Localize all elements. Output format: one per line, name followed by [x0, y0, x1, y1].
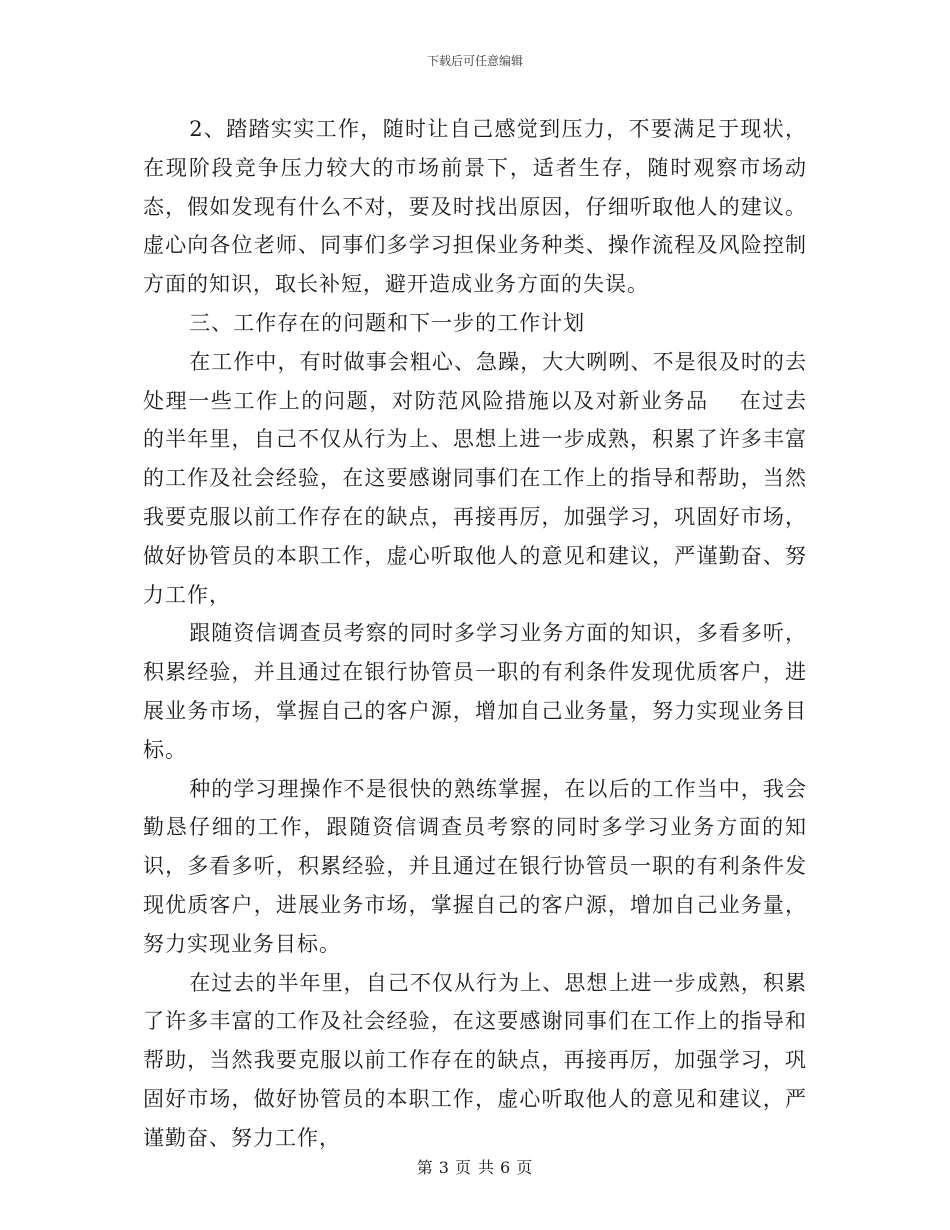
section-heading-problems-and-plan: 三、工作存在的问题和下一步的工作计划: [189, 310, 586, 335]
current-page-number: 3: [438, 1158, 450, 1177]
paragraph-work-problems: 在工作中，有时做事会粗心、急躁，大大咧咧、不是很及时的去处理一些工作上的问题，对防范风险措施以及对新业务品 在过去的半年里，自己不仅从行为上、思想上进一步成熟，积累了许多丰富的工作及社会经验，在这要感谢同事们在工作上的指导和帮助，当然我要克服以前工作存在的缺点，再接再厉，加强学习，巩固好市场，做好协管员的本职工作，虚心听取他人的意见和建议，严谨勤奋、努力工作，: [143, 349, 807, 607]
footer-middle: 页 共: [454, 1158, 496, 1177]
paragraph-past-half-year: 在过去的半年里，自己不仅从行为上、思想上进一步成熟，积累了许多丰富的工作及社会经验，在这要感谢同事们在工作上的指导和帮助，当然我要克服以前工作存在的缺点，再接再厉，加强学习，巩固好市场，做好协管员的本职工作，虚心听取他人的意见和建议，严谨勤奋、努力工作，: [143, 970, 807, 1150]
paragraph-learning-operations: 种的学习理操作不是很快的熟练掌握，在以后的工作当中，我会勤恳仔细的工作，跟随资信调查员考察的同时多学习业务方面的知识，多看多听，积累经验，并且通过在银行协管员一职的有利条件发现优质客户，进展业务市场，掌握自己的客户源，增加自己业务量，努力实现业务目标。: [143, 776, 807, 956]
page-header: 下载后可任意编辑: [426, 54, 523, 68]
document-body: [143, 110, 807, 1158]
footer-suffix: 页: [516, 1158, 534, 1177]
paragraph-work-steadily: 2、踏踏实实工作，随时让自己感觉到压力，不要满足于现状，在现阶段竞争压力较大的市场前景下，适者生存，随时观察市场动态，假如发现有什么不对，要及时找出原因，仔细听取他人的建议。虚心向各位老师、同事们多学习担保业务种类、操作流程及风险控制方面的知识，取长补短，避开造成业务方面的失误。: [143, 117, 807, 297]
paragraph-follow-investigator: 跟随资信调查员考察的同时多学习业务方面的知识，多看多听，积累经验，并且通过在银行协管员一职的有利条件发现优质客户，进展业务市场，掌握自己的客户源，增加自己业务量，努力实现业务目标。: [143, 621, 807, 762]
footer-prefix: 第: [416, 1158, 434, 1177]
page-footer: [0, 1155, 950, 1178]
total-pages-number: 6: [500, 1158, 512, 1177]
